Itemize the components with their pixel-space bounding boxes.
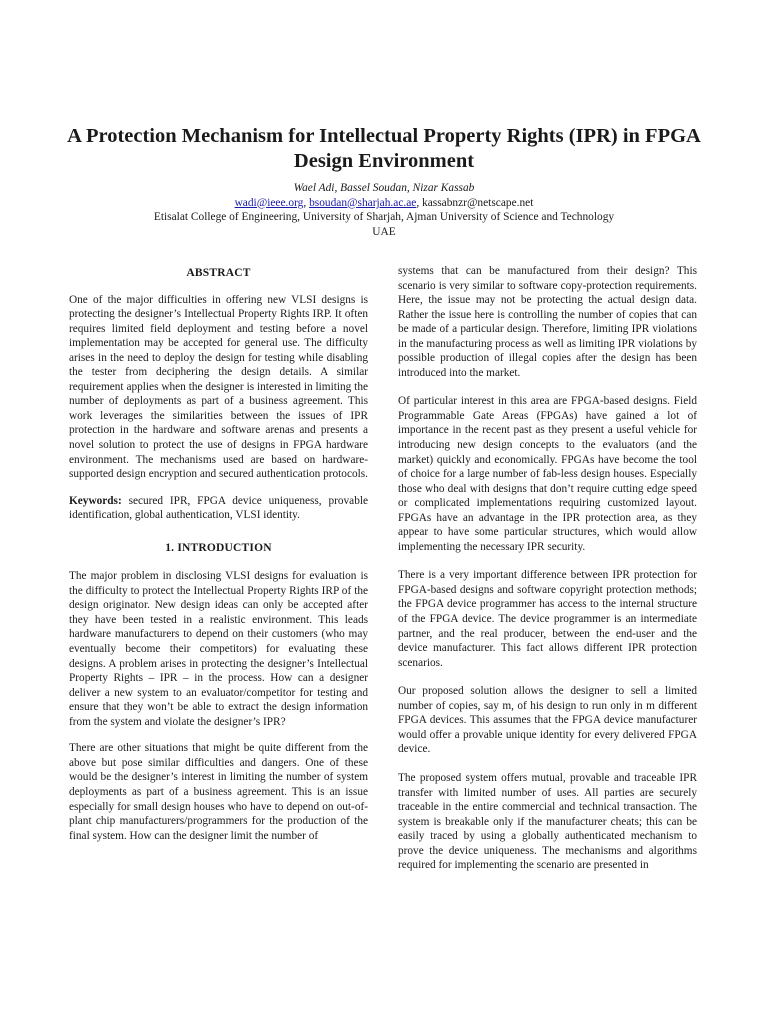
paper-title: A Protection Mechanism for Intellectual Property Rights (IPR) in FPGA Design Environment <box>67 125 701 172</box>
intro-paragraph-2: There are other situations that might be quite different from the above but pose similar difficulties and dangers. One of these would be the designer’s interest in limiting the number of system deployments as part of a business agreement. This is an issue especially for small design houses who have to depend on out-of-plant chip manufacturers/programmers for the production of the final system. How can the designer limit the number of <box>69 742 368 842</box>
country: UAE <box>372 225 396 238</box>
intro-paragraph-1: The major problem in disclosing VLSI designs for evaluation is the difficulty to protect the Intellectual Property Rights IRP of the design originator. New design ideas can only be accepted after they have been tested in a realistic environment. This leads hardware manufacturers to depend on their customers (who may eventually become their competitors) for evaluating these designs. A problem arises in protecting the designer’s Intellectual Property Rights – IPR – in the process. How can a designer deliver a new system to an evaluator/competitor for testing and ensure that they won’t be able to extract the design information from the system and violate the designer’s IPR? <box>69 570 368 728</box>
keywords-label: Keywords: <box>69 494 122 507</box>
right-column <box>398 264 697 887</box>
author-names: Wael Adi, Bassel Soudan, Nizar Kassab <box>293 182 475 194</box>
email-text-kassab: kassabnzr@netscape.net <box>422 196 534 209</box>
right-paragraph-5: The proposed system offers mutual, provable and traceable IPR transfer with limited number of uses. All parties are securely traceable in the entire commercial and technical transaction. The system is breakable only if the manufacturer cheats; this can be easily traced by using a globally authenticated mechanism to prove the device uniqueness. The mechanisms and algorithms required for implementing the scenario are presented in <box>398 771 697 872</box>
author-block <box>40 181 728 239</box>
abstract-heading: ABSTRACT <box>186 267 251 279</box>
right-paragraph-1: systems that can be manufactured from their design? This scenario is very similar to software copy-protection requirements. Here, the issue may not be protecting the actual design data. Rather the issue here is controlling the number of copies that can be made of a particular design. Therefore, limiting IPR violations in the manufacturing process as well as limiting IPR violations by possible production of illegal copies after the design has been introduced into the market. <box>398 265 697 379</box>
affiliation: Etisalat College of Engineering, University of Sharjah, Ajman University of Science and Technology <box>153 211 615 224</box>
email-link-wadi[interactable]: wadi@ieee.org <box>234 196 304 209</box>
author-emails <box>40 196 728 211</box>
email-link-bsoudan[interactable]: bsoudan@sharjah.ac.ae <box>309 196 417 209</box>
email-separator: , <box>303 196 310 209</box>
abstract-text: One of the major difficulties in offering new VLSI designs is protecting the designer’s Intellectual Property Rights IRP. It often requires limited field deployment and testing before a novel implementation may be accepted for general use. The difficulty arises in the need to deploy the design for testing while disabling the tester from deciphering the design details. A similar requirement applies when the designer is interested in limiting the number of deployments as part of a business agreement. This work leverages the similarities between the issues of IPR protection in the hardware and software arenas and presents a novel solution to protect the use of designs in FPGA hardware environment. The mechanisms used are based on hardware-supported design encryption and secured authentication protocols. <box>69 293 368 481</box>
email-separator: , <box>416 196 423 209</box>
right-paragraph-2: Of particular interest in this area are FPGA-based designs. Field Programmable Gate Areas (FPGAs) have gained a lot of importance in the recent past as they present a useful vehicle for introducing new design concepts to the evaluators (and the market) quickly and economically. FPGAs have become the tool of choice for a large number of fab-less design houses. Especially those who deal with designs that don’t require cutting edge speed or complicated implementations requiring customized layout. FPGAs have an advantage in the IPR protection area, as they appear to have some particular structures, which would allow implementing the necessary IPR security. <box>398 395 697 553</box>
keywords-paragraph <box>69 494 368 523</box>
introduction-heading: 1. INTRODUCTION <box>165 541 272 554</box>
keywords-text: secured IPR, FPGA device uniqueness, provable identification, global authentication, VLSI identity. <box>69 494 368 522</box>
right-paragraph-3: There is a very important difference between IPR protection for FPGA-based designs and software copyright protection methods; the FPGA device programmer has access to the internal structure of the FPGA device. The device programmer is an intermediate partner, and the real producer, between the end-user and the device manufacturer. This fact allows different IPR protection scenarios. <box>398 569 697 669</box>
right-paragraph-4: Our proposed solution allows the designer to sell a limited number of copies, say m, of his design to run only in m different FPGA devices. This assumes that the FPGA device manufacturer would offer a provable unique identity for every delivered FPGA device. <box>398 685 697 756</box>
left-column <box>69 266 368 855</box>
